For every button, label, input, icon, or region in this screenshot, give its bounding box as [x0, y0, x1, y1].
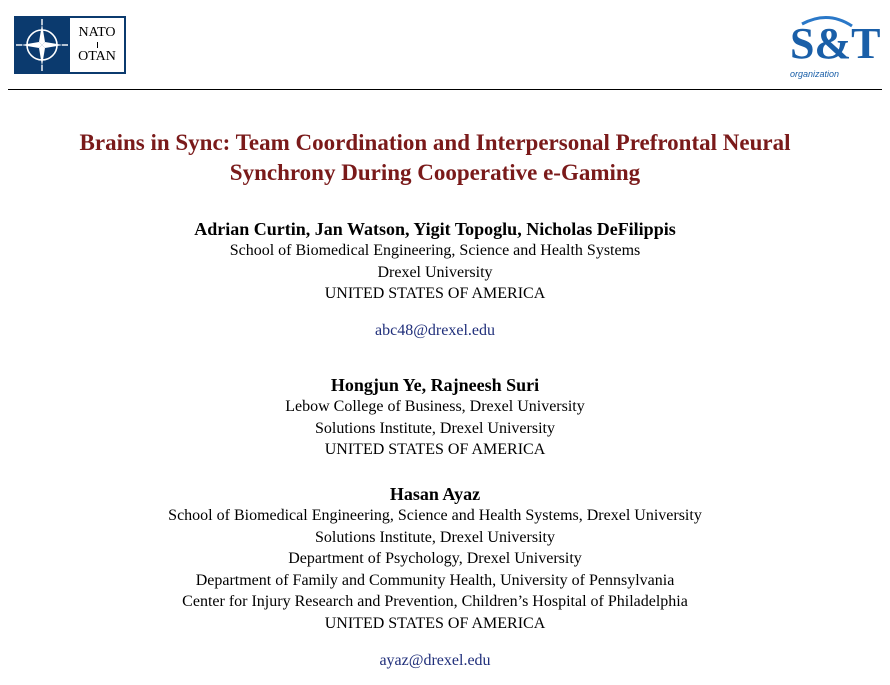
author-group-1: [0, 218, 870, 305]
title-line: Synchrony During Cooperative e-Gaming: [229, 160, 641, 185]
affiliation: Solutions Institute, Drexel University: [315, 419, 555, 437]
affiliation: UNITED STATES OF AMERICA: [324, 441, 546, 458]
paper-title: [0, 128, 870, 188]
affiliation: School of Biomedical Engineering, Science and Health Systems, Drexel University: [168, 507, 702, 524]
affiliation: School of Biomedical Engineering, Science and Health Systems: [229, 242, 641, 259]
title-line: Brains in Sync: Team Coordination and Interpersonal Prefrontal Neural: [79, 130, 791, 155]
nato-compass-star-icon: [14, 16, 70, 74]
author-names: Hongjun Ye, Rajneesh Suri: [330, 375, 540, 395]
header-divider: [8, 89, 882, 90]
email-link[interactable]: abc48@drexel.edu: [374, 322, 495, 339]
st-logo-subtitle: organization: [790, 69, 840, 79]
otan-text: OTAN: [78, 49, 116, 64]
affiliation: Center for Injury Research and Prevention, Children’s Hospital of Philadelphia: [182, 593, 688, 610]
author-group-3: [0, 483, 870, 634]
affiliation: UNITED STATES OF AMERICA: [324, 614, 546, 632]
affiliation: Department of Psychology, Drexel University: [288, 550, 582, 567]
affiliation: UNITED STATES OF AMERICA: [324, 285, 546, 302]
email-link[interactable]: ayaz@drexel.edu: [379, 652, 491, 669]
nato-otan-logo: [14, 16, 126, 74]
author-names: Adrian Curtin, Jan Watson, Yigit Topoglu, Nicholas DeFilippis: [194, 219, 676, 239]
affiliation: Lebow College of Business, Drexel University: [285, 398, 585, 415]
affiliation: Drexel University: [377, 263, 493, 281]
st-logo-letters: S&T: [790, 19, 881, 68]
author-names: Hasan Ayaz: [389, 484, 481, 504]
nato-text: NATO: [78, 25, 116, 40]
page-header: [0, 0, 890, 90]
author-group-2: [0, 374, 870, 461]
affiliation: Solutions Institute, Drexel University: [315, 528, 555, 546]
affiliation: Department of Family and Community Health, University of Pennsylvania: [195, 571, 675, 589]
nato-wordmark: [70, 18, 124, 72]
